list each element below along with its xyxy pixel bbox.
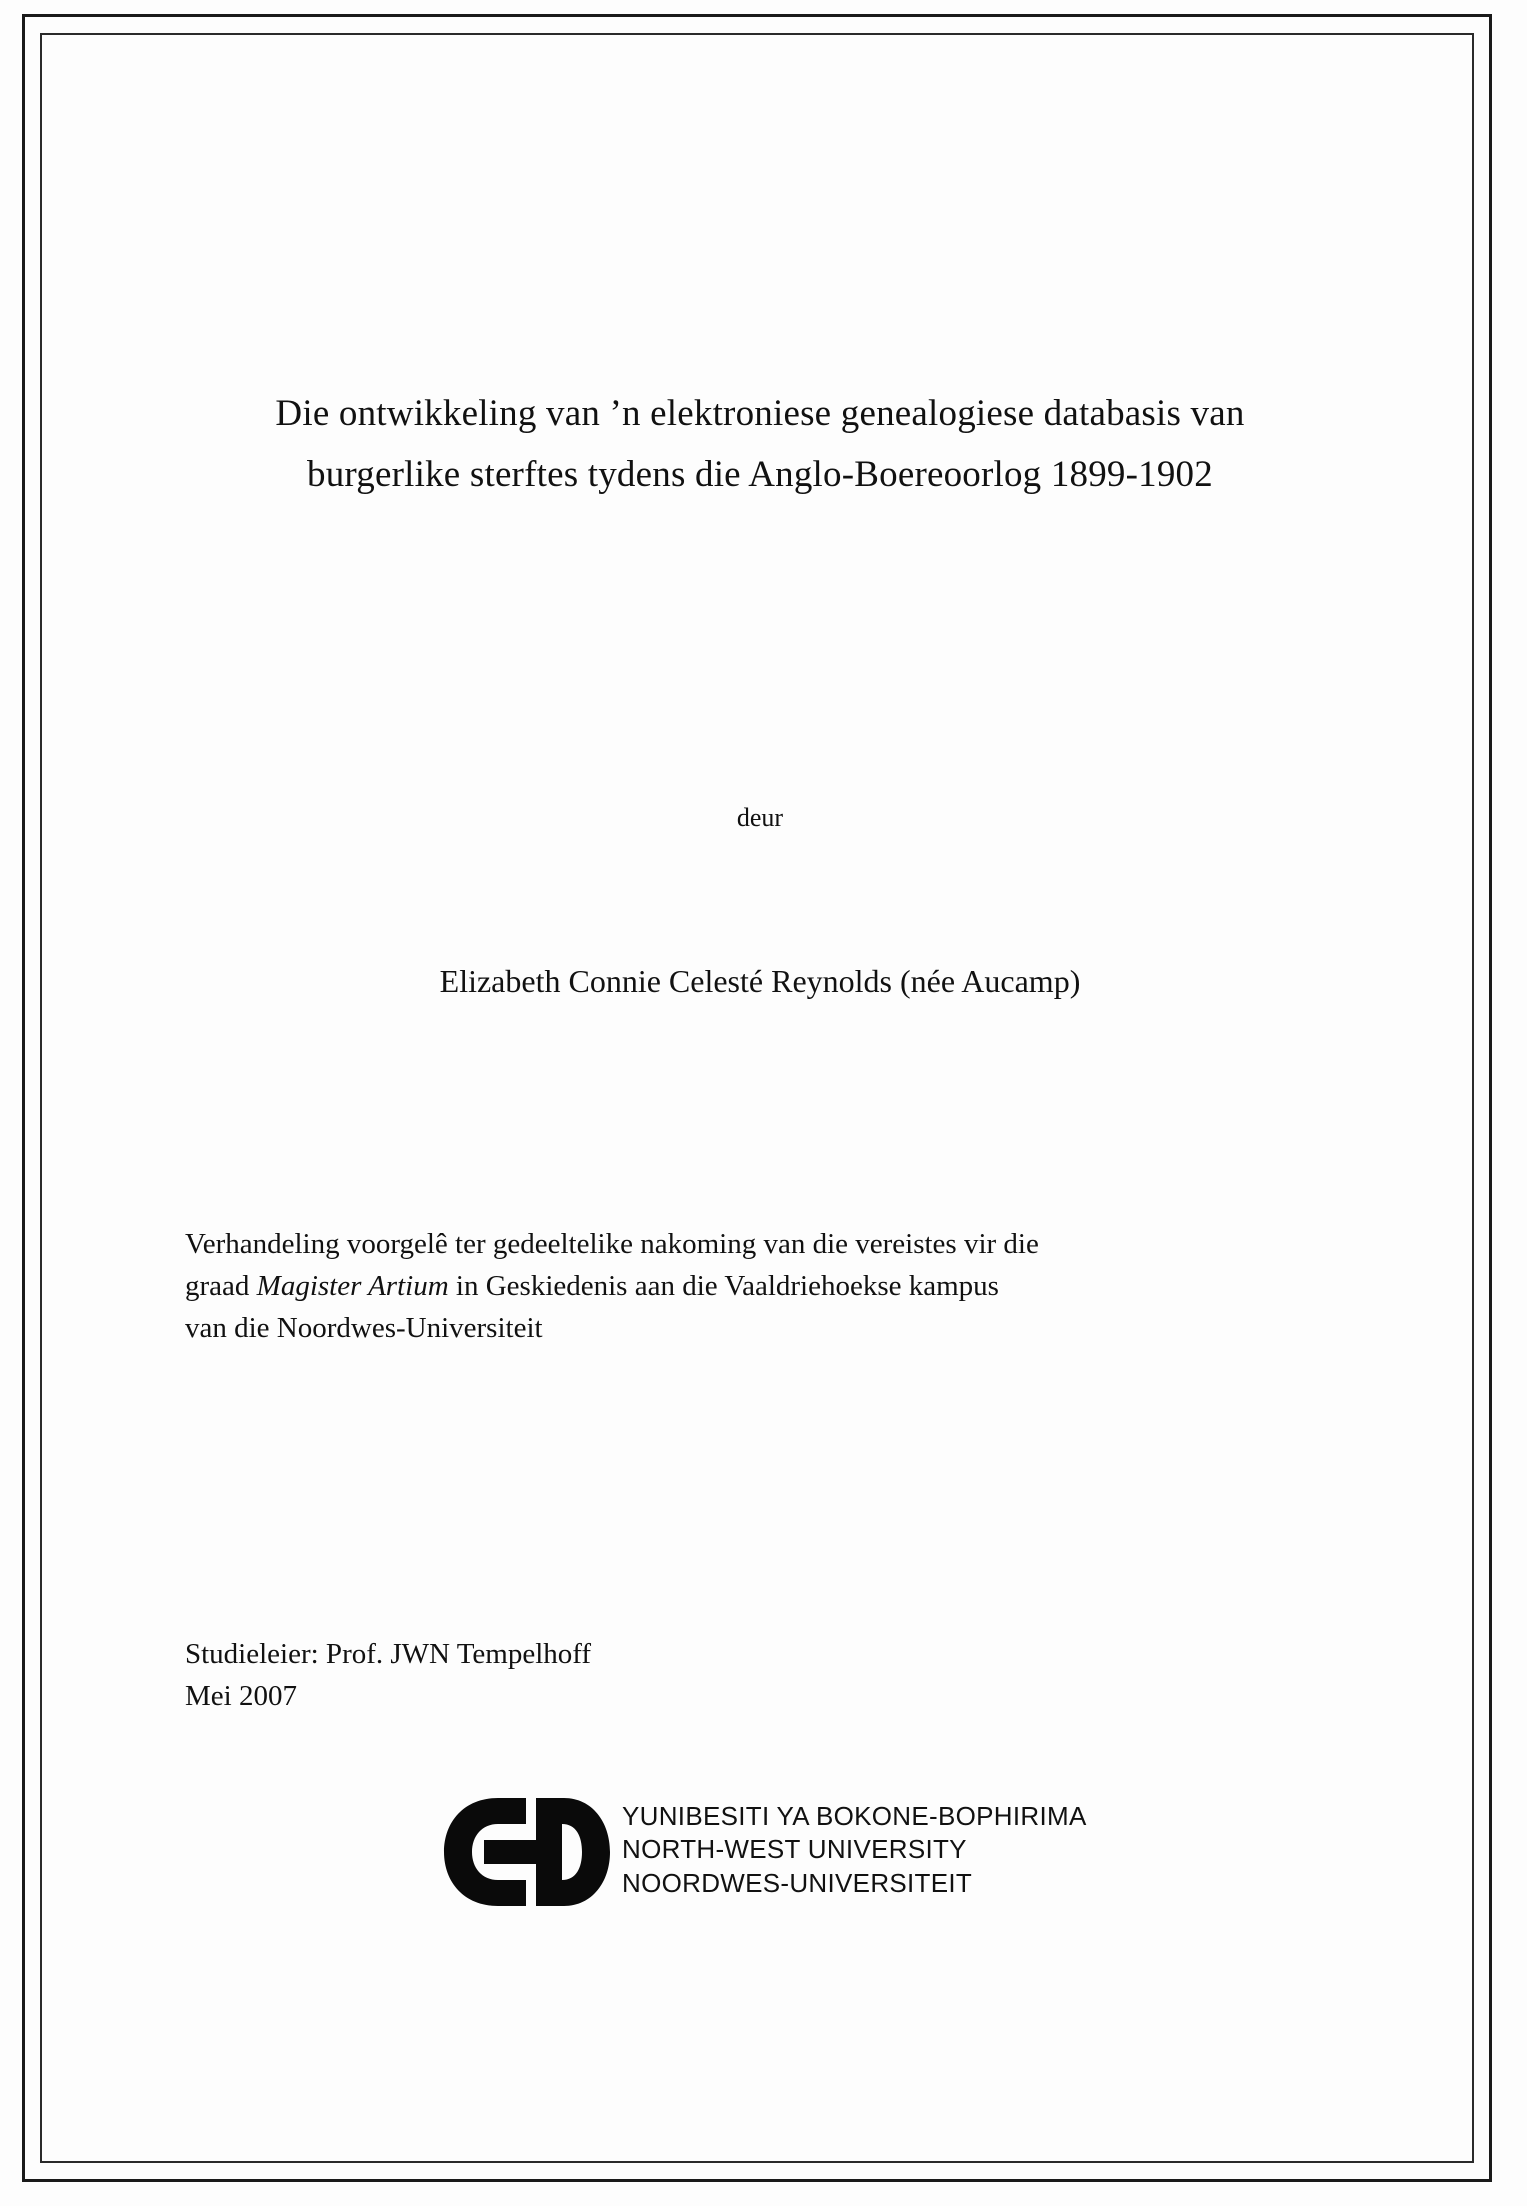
logo-line-3: NOORDWES-UNIVERSITEIT	[622, 1867, 973, 1898]
document-title	[180, 383, 1340, 505]
logo-line-1: YUNIBESITI YA BOKONE-BOPHIRIMA	[622, 1801, 1087, 1831]
degree-statement-line-2	[185, 1265, 1345, 1307]
title-line-1: Die ontwikkeling van ’n elektroniese genealogiese databasis van	[275, 393, 1245, 434]
date-line: Mei 2007	[185, 1680, 297, 1713]
supervisor-line: Studieleier: Prof. JWN Tempelhoff	[185, 1638, 592, 1670]
logo-line-2: NORTH-WEST UNIVERSITY	[622, 1834, 967, 1865]
university-logo	[440, 1788, 1140, 1928]
degree-statement-line-1: Verhandeling voorgelê ter gedeeltelike nakoming van die vereistes vir die	[185, 1228, 1039, 1260]
degree-statement-line-2-pre: graad	[185, 1270, 257, 1303]
title-line-2: burgerlike sterftes tydens die Anglo-Boereoorlog 1899-1902	[307, 454, 1213, 496]
degree-statement-line-3: van die Noordwes-Universiteit	[185, 1312, 543, 1345]
degree-statement-line-2-post: in Geskiedenis aan die Vaaldriehoekse kampus	[448, 1270, 999, 1303]
degree-name: Magister Artium	[256, 1270, 449, 1303]
page-content	[40, 33, 1474, 2163]
university-logo-text	[622, 1800, 1087, 1900]
supervisor-block	[185, 1633, 1085, 1717]
north-west-university-logo-icon	[440, 1796, 615, 1908]
degree-statement	[185, 1223, 1345, 1349]
author-name: Elizabeth Connie Celesté Reynolds (née Aucamp)	[439, 963, 1081, 999]
by-label: deur	[736, 803, 784, 832]
